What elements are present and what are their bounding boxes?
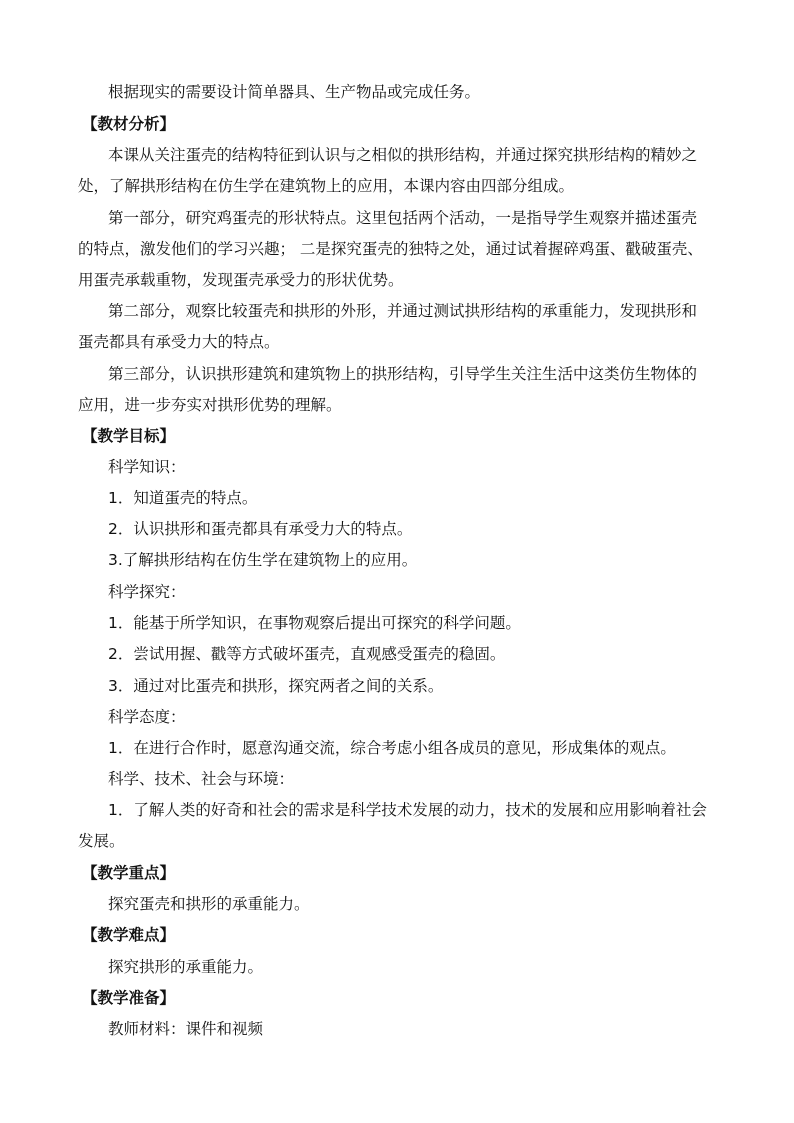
- section-heading-analysis: 【教材分析】: [82, 115, 176, 133]
- analysis-paragraph-line: 第三部分，认识拱形建筑和建筑物上的拱形结构，引导学生关注生活中这类仿生物体的: [108, 365, 698, 383]
- analysis-paragraph-line: 处，了解拱形结构在仿生学在建筑物上的应用，本课内容由四部分组成。: [78, 177, 575, 195]
- goal-item: 1．了解人类的好奇和社会的需求是科学技术发展的动力，技术的发展和应用影响着社会: [108, 801, 707, 819]
- goal-item: 1．能基于所学知识，在事物观察后提出可探究的科学问题。: [108, 614, 521, 632]
- key-points-content: 探究蛋壳和拱形的承重能力。: [108, 895, 310, 913]
- analysis-paragraph-line: 第二部分，观察比较蛋壳和拱形的外形，并通过测试拱形结构的承重能力，发现拱形和: [108, 302, 698, 320]
- goal-item: 发展。: [78, 832, 125, 850]
- goal-item: 3.了解拱形结构在仿生学在建筑物上的应用。: [108, 551, 418, 569]
- preparation-content: 教师材料：课件和视频: [108, 1020, 264, 1038]
- goal-category-label: 科学态度：: [108, 708, 186, 726]
- analysis-paragraph-line: 本课从关注蛋壳的结构特征到认识与之相似的拱形结构，并通过探究拱形结构的精妙之: [108, 146, 698, 164]
- analysis-paragraph-line: 蛋壳都具有承受力大的特点。: [78, 333, 280, 351]
- goal-category-label: 科学、技术、社会与环境：: [108, 770, 295, 788]
- analysis-paragraph-line: 应用，进一步夯实对拱形优势的理解。: [78, 396, 342, 414]
- analysis-paragraph-line: 第一部分，研究鸡蛋壳的形状特点。这里包括两个活动，一是指导学生观察并描述蛋壳: [108, 209, 698, 227]
- goal-item: 1．在进行合作时，愿意沟通交流，综合考虑小组各成员的意见，形成集体的观点。: [108, 739, 676, 757]
- goal-category-label: 科学探究：: [108, 583, 186, 601]
- section-heading-preparation: 【教学准备】: [82, 989, 176, 1007]
- section-heading-key-points: 【教学重点】: [82, 864, 176, 882]
- goal-item: 2．尝试用握、戳等方式破坏蛋壳，直观感受蛋壳的稳固。: [108, 645, 506, 663]
- analysis-paragraph-line: 的特点，激发他们的学习兴趣； 二是探究蛋壳的独特之处，通过试着握碎鸡蛋、戳破蛋壳、: [78, 240, 703, 258]
- goal-item: 1．知道蛋壳的特点。: [108, 489, 258, 507]
- analysis-paragraph-line: 用蛋壳承载重物，发现蛋壳承受力的形状优势。: [78, 271, 404, 289]
- goal-category-label: 科学知识：: [108, 458, 186, 476]
- goal-item: 3．通过对比蛋壳和拱形，探究两者之间的关系。: [108, 677, 444, 695]
- goal-item: 2．认识拱形和蛋壳都具有承受力大的特点。: [108, 520, 413, 538]
- difficulties-content: 探究拱形的承重能力。: [108, 958, 264, 976]
- section-heading-goals: 【教学目标】: [82, 427, 176, 445]
- section-heading-difficulties: 【教学难点】: [82, 926, 176, 944]
- intro-line: 根据现实的需要设计简单器具、生产物品或完成任务。: [108, 83, 481, 101]
